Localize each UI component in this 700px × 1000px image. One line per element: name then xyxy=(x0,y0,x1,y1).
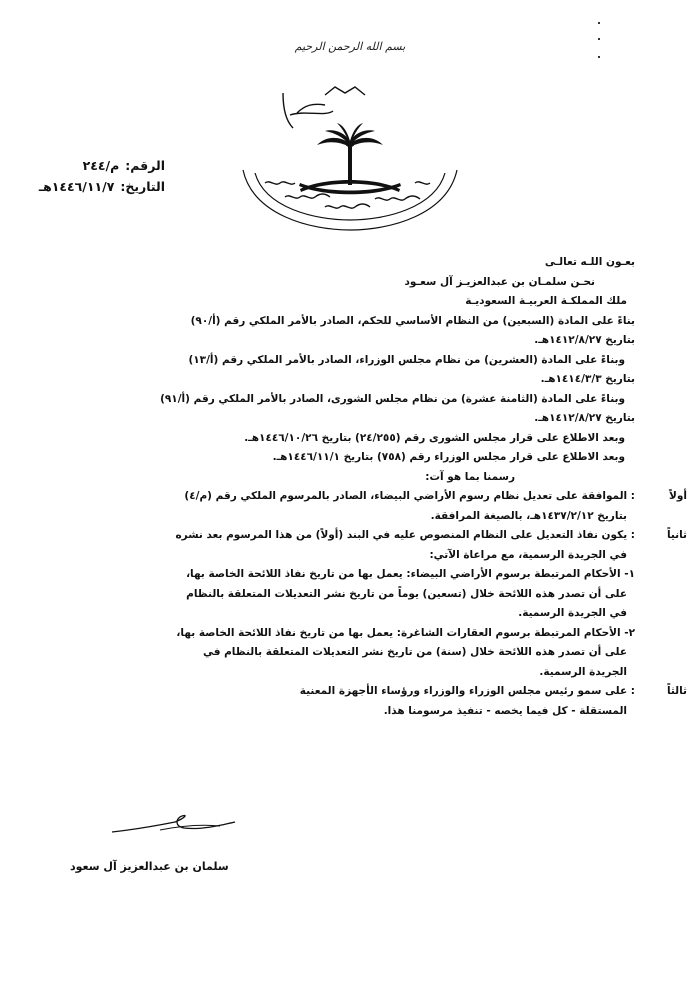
article-number: ثانياً xyxy=(666,529,687,541)
preamble-closing-line: رسمنا بما هو آت: xyxy=(425,470,515,483)
basmala-heading: بسم الله الرحمن الرحيم xyxy=(294,40,406,53)
handwritten-signature xyxy=(100,800,250,860)
article-line: : يكون نفاذ التعديل على النظام المنصوص عليه في البند (أولاً) من هذا المرسوم بعد نشره xyxy=(175,529,635,541)
preamble-line: وبناءً على المادة (الثامنة عشرة) من نظام مجلس الشورى، الصادر بالأمر الملكي رقم (أ/٩١) xyxy=(160,392,625,405)
preamble-line: وبعد الاطلاع على قرار مجلس الشورى رقم (٢٤/٢٥٥) بتاريخ ١٤٤٦/١٠/٢٦هـ. xyxy=(244,431,625,444)
reference-number-label: الرقم: xyxy=(125,158,165,173)
preamble-line: بتاريخ ١٤١٤/٣/٣هـ. xyxy=(540,373,635,385)
article-line: في الجريدة الرسمية. xyxy=(518,607,627,619)
reference-date-value: ١٤٤٦/١١/٧هـ xyxy=(38,179,115,194)
reference-number-row xyxy=(39,155,165,176)
decree-body xyxy=(60,253,687,721)
scan-dot xyxy=(598,22,600,24)
article-item xyxy=(60,682,687,721)
article-line: على أن تصدر هذه اللائحة خلال (سنة) من تاريخ نشر التعديلات المتعلقة بالنظام في xyxy=(202,646,627,658)
article-item xyxy=(60,487,687,526)
kingdom-title-line: ملك المملكـة العربيـة السعوديـة xyxy=(465,295,627,307)
article-line: : على سمو رئيس مجلس الوزراء والوزراء ورؤساء الأجهزة المعنية xyxy=(299,685,635,697)
preamble-line: وبناءً على المادة (العشرين) من نظام مجلس الوزراء، الصادر بالأمر الملكي رقم (أ/١٣) xyxy=(188,353,625,366)
article-line: ١- الأحكام المرتبطة برسوم الأراضي البيضاء: يعمل بها من تاريخ نفاذ اللائحة الخاصة بها، xyxy=(186,568,635,580)
article-line: في الجريدة الرسمية، مع مراعاة الآتي: xyxy=(429,548,627,561)
preamble-line: بتاريخ ١٤١٢/٨/٢٧هـ. xyxy=(534,412,635,424)
article-line: المستقلة - كل فيما يخصه - تنفيذ مرسومنا هذا. xyxy=(383,704,627,717)
article-line: على أن تصدر هذه اللائحة خلال (تسعين) يوماً من تاريخ نشر التعديلات المتعلقة بالنظام xyxy=(186,587,627,600)
scan-dot xyxy=(598,56,600,58)
article-line: الجريدة الرسمية. xyxy=(539,665,627,678)
preamble-line: وبعد الاطلاع على قرار مجلس الوزراء رقم (٧٥٨) بتاريخ ١٤٤٦/١١/١هـ. xyxy=(272,451,625,463)
article-line: : الموافقة على تعديل نظام رسوم الأراضي البيضاء، الصادر بالمرسوم الملكي رقم (م/٤) xyxy=(184,490,635,502)
reference-block xyxy=(39,155,165,197)
article-line: ٢- الأحكام المرتبطة برسوم العقارات الشاغرة: يعمل بها من تاريخ نفاذ اللائحة الخاصة بها، xyxy=(176,626,635,639)
preamble-line: بتاريخ ١٤١٢/٨/٢٧هـ. xyxy=(534,334,635,346)
king-name-line: نحـن سلمـان بن عبدالعزيـز آل سعـود xyxy=(404,275,595,288)
reference-date-label: التاريخ: xyxy=(120,179,165,194)
preamble-line: بناءً على المادة (السبعين) من النظام الأساسي للحكم، الصادر بالأمر الملكي رقم (أ/٩٠) xyxy=(190,314,635,327)
reference-number-value: م/٢٤٤ xyxy=(82,158,120,173)
royal-emblem-logo xyxy=(225,65,475,235)
signer-name: سلمان بن عبدالعزيز آل سعود xyxy=(70,860,229,873)
scan-dot xyxy=(598,38,600,40)
reference-date-row xyxy=(39,176,165,197)
article-number: ثالثاً xyxy=(666,685,687,697)
article-line: بتاريخ ١٤٣٧/٢/١٢هـ، بالصيغة المرافقة. xyxy=(430,509,627,522)
article-item xyxy=(60,526,687,682)
invocation-line: بعـون اللـه تعالـى xyxy=(544,256,635,268)
article-number: أولاً xyxy=(669,490,687,502)
